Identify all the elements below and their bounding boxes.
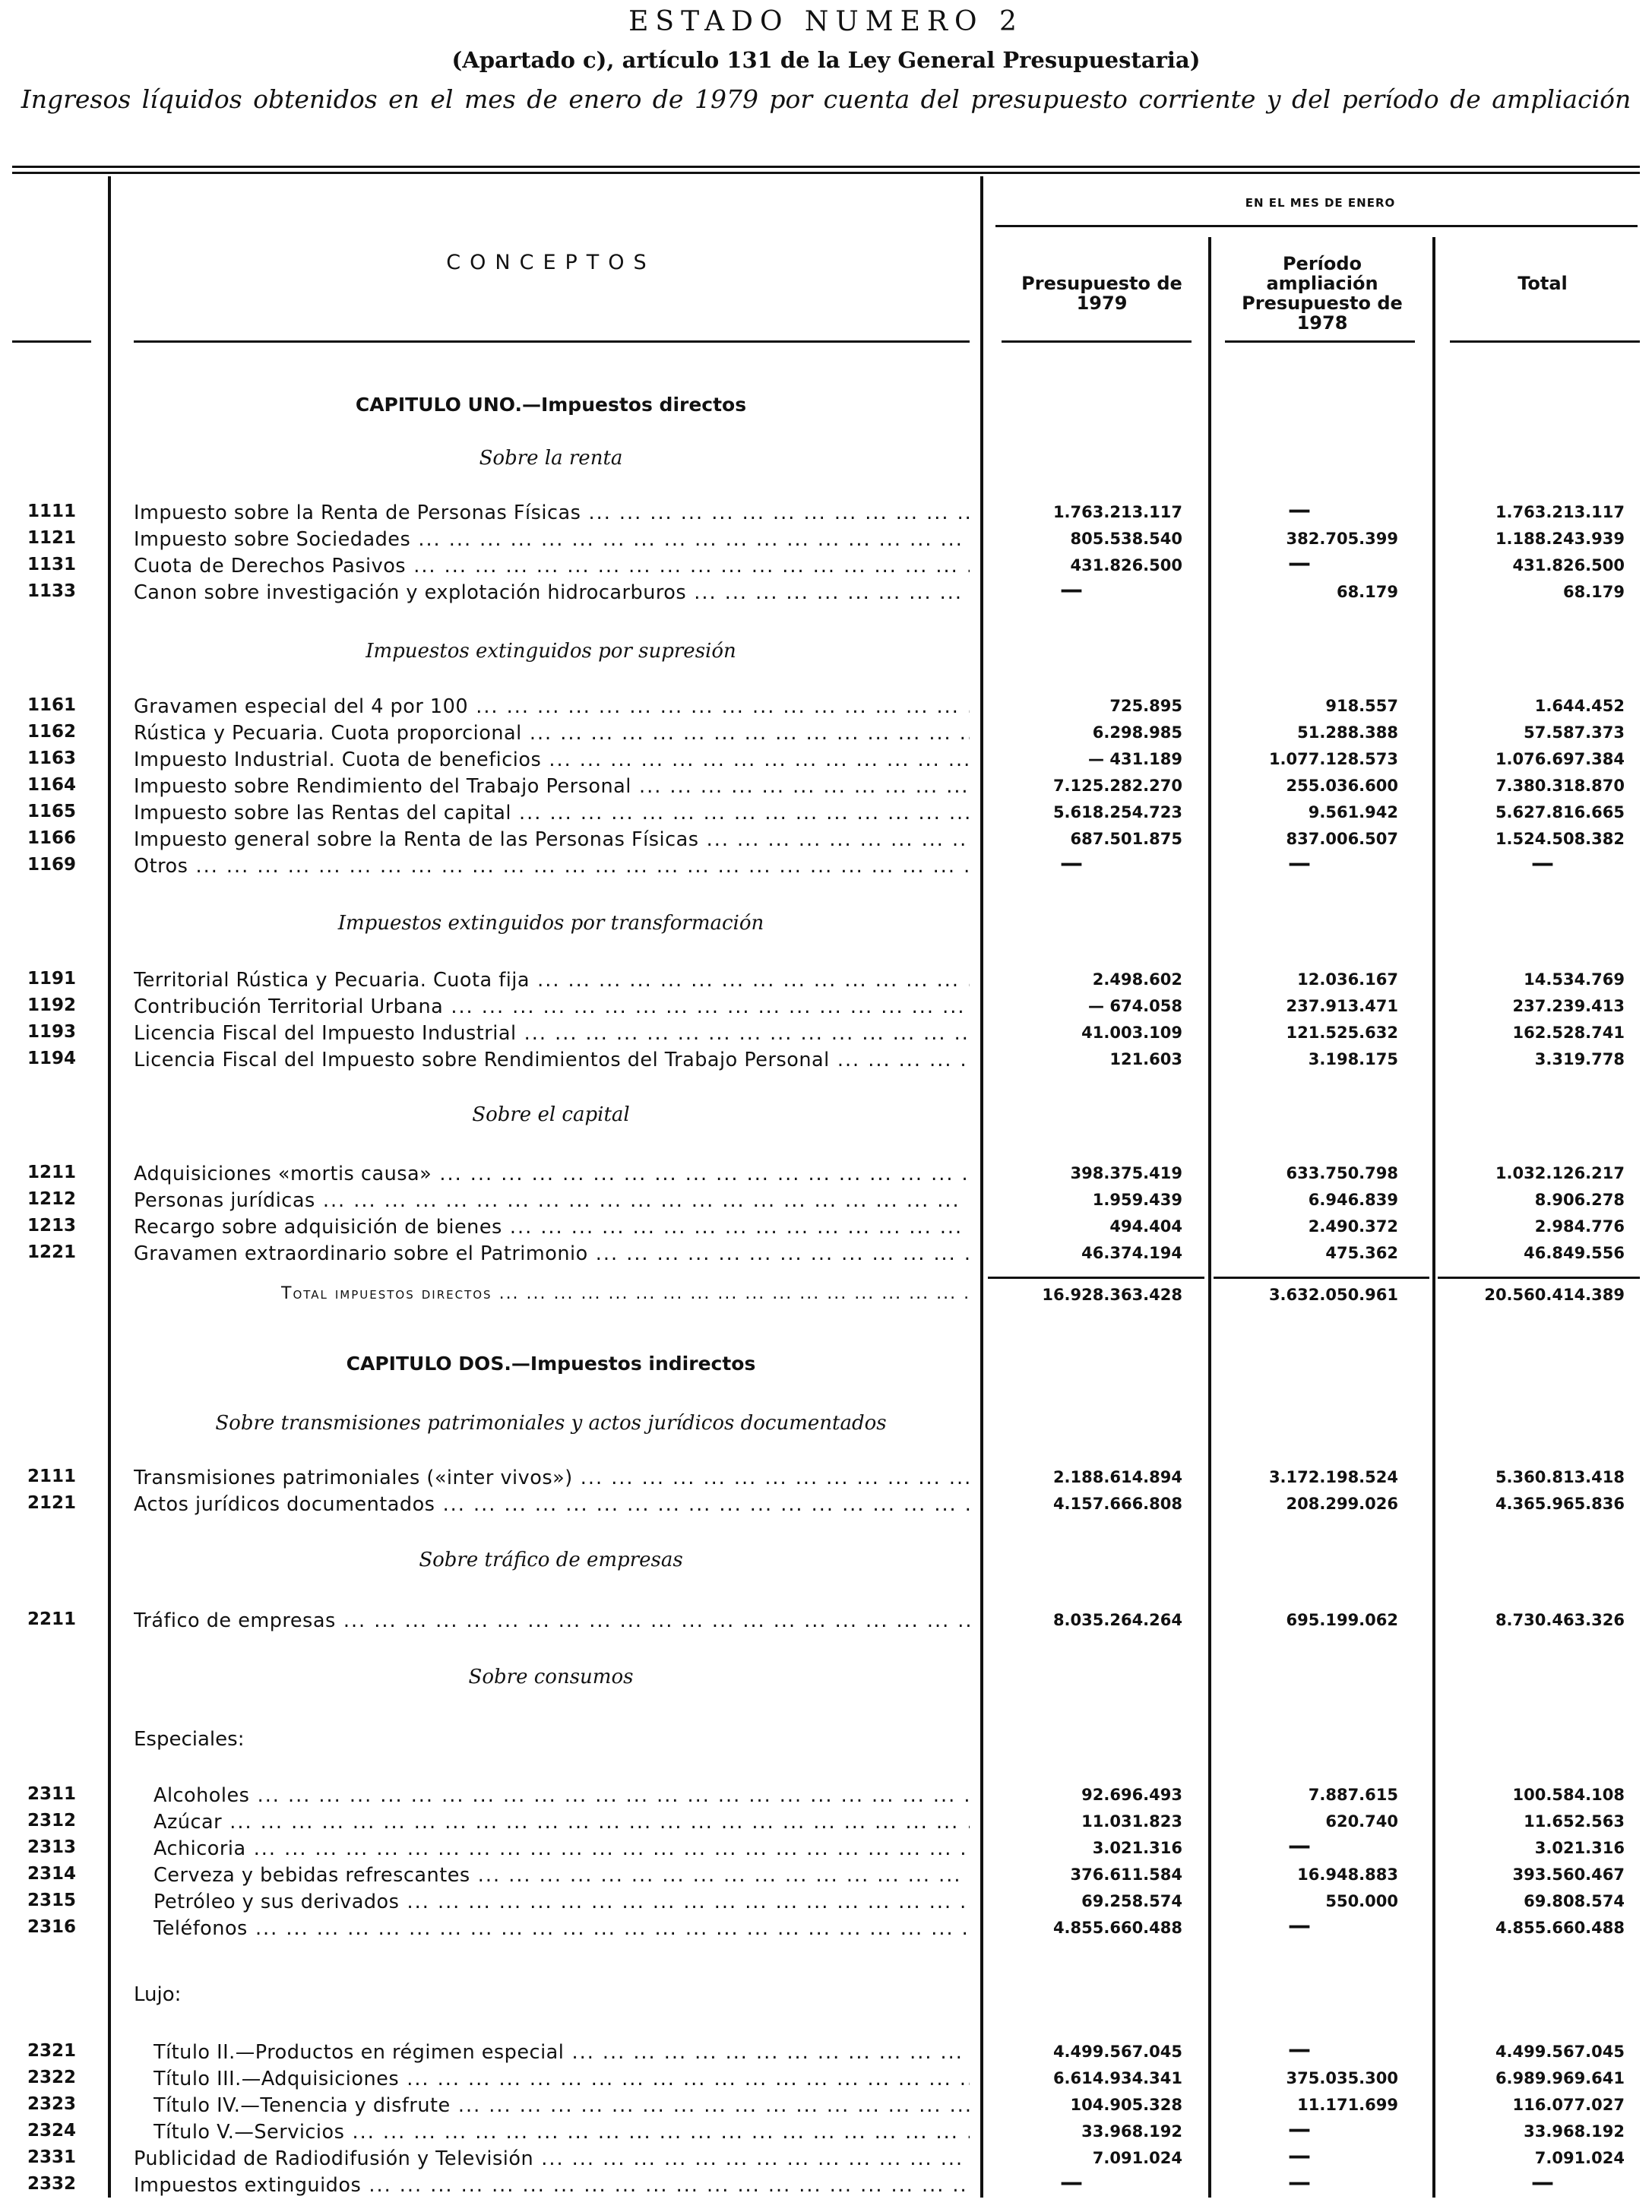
table-row xyxy=(0,1163,1652,1190)
row-label: Alcoholes ... . xyxy=(153,1784,970,1807)
row-value-c3: 237.239.413 xyxy=(1512,997,1625,1015)
row-value-c2: 2.490.372 xyxy=(1308,1217,1398,1236)
row-value-c3: 2.984.776 xyxy=(1534,1217,1625,1236)
row-value-c2: 121.525.632 xyxy=(1286,1024,1398,1042)
row-value-c3: 1.644.452 xyxy=(1534,697,1625,715)
row-code: 1111 xyxy=(27,502,76,521)
table-row xyxy=(0,1833,1652,1865)
document-title: ESTADO NUMERO 2 xyxy=(628,6,1024,37)
row-value-c3: 57.587.373 xyxy=(1524,723,1625,742)
table-row xyxy=(0,2094,1652,2122)
table-row xyxy=(0,1891,1652,1918)
row-code: 1169 xyxy=(27,855,76,875)
row-value-c3: 4.499.567.045 xyxy=(1495,2043,1625,2061)
row-label: Cerveza y bebidas refrescantes ... . xyxy=(153,1864,970,1887)
row-value-c1: 7.125.282.270 xyxy=(1052,777,1182,795)
row-value-c2: — xyxy=(1288,2036,1311,2063)
row-value-c1: 16.928.363.428 xyxy=(1042,1286,1182,1304)
row-value-c1: 4.855.660.488 xyxy=(1052,1919,1182,1937)
row-label: Impuesto sobre las Rentas del capital ... . xyxy=(134,802,970,824)
col-header-total: Total xyxy=(1517,273,1568,294)
row-value-c3: 116.077.027 xyxy=(1512,2096,1625,2114)
table-row xyxy=(0,695,1652,723)
row-value-c3: 1.076.697.384 xyxy=(1495,750,1625,768)
row-value-c2: 6.946.839 xyxy=(1308,1191,1398,1209)
row-label: Título V.—Servicios ... . xyxy=(153,2121,970,2144)
row-value-c3: 1.524.508.382 xyxy=(1495,830,1625,848)
table-row xyxy=(0,1467,1652,1494)
row-code: 2315 xyxy=(27,1891,76,1910)
row-code: 1121 xyxy=(27,528,76,548)
row-label: Título III.—Adquisiciones ... . xyxy=(153,2068,970,2090)
row-value-c3: 33.968.192 xyxy=(1524,2122,1625,2141)
row-label: Recargo sobre adquisición de bienes ... . xyxy=(134,1216,970,1239)
total-row xyxy=(0,1284,1652,1312)
row-value-c1: 2.498.602 xyxy=(1092,970,1182,989)
row-value-c2: — xyxy=(1288,2169,1311,2196)
table-row xyxy=(0,2116,1652,2148)
row-value-c2: 7.887.615 xyxy=(1308,1786,1398,1804)
row-value-c2: 3.172.198.524 xyxy=(1268,1468,1398,1486)
row-value-c3: 8.730.463.326 xyxy=(1495,1611,1625,1629)
row-value-c3: 6.989.969.641 xyxy=(1495,2069,1625,2087)
row-value-c3: 162.528.741 xyxy=(1512,1024,1625,1042)
row-code: 1221 xyxy=(27,1242,76,1262)
row-label: Teléfonos ... . xyxy=(153,1917,970,1940)
section-extinguidos-supresion: Impuestos extinguidos por supresión xyxy=(366,640,736,663)
row-value-c2: 237.913.471 xyxy=(1286,997,1398,1015)
row-code: 1166 xyxy=(27,828,76,848)
table-row xyxy=(0,1242,1652,1270)
row-label: Territorial Rústica y Pecuaria. Cuota fija ... . xyxy=(134,969,970,992)
table-row xyxy=(0,775,1652,802)
row-code: 1213 xyxy=(27,1216,76,1236)
table-row xyxy=(0,1864,1652,1891)
row-value-c1: 4.157.666.808 xyxy=(1052,1495,1182,1513)
row-value-c2: — xyxy=(1288,550,1311,577)
row-label: Azúcar ... . xyxy=(153,1811,970,1834)
row-value-c2: 11.171.699 xyxy=(1297,2096,1398,2114)
row-code: 2211 xyxy=(27,1609,76,1629)
row-value-c1: 11.031.823 xyxy=(1081,1812,1182,1831)
subsection-lujo: Lujo: xyxy=(134,1983,182,2006)
row-value-c1: 8.035.264.264 xyxy=(1052,1611,1182,1629)
row-code: 2324 xyxy=(27,2121,76,2141)
row-value-c1: 398.375.419 xyxy=(1070,1164,1182,1182)
row-value-c3: 431.826.500 xyxy=(1512,556,1625,574)
row-code: 2111 xyxy=(27,1467,76,1486)
row-value-c1: 33.968.192 xyxy=(1081,2122,1182,2141)
row-value-c3: — xyxy=(1531,2169,1554,2196)
row-value-c2: 3.632.050.961 xyxy=(1268,1286,1398,1304)
table-row xyxy=(0,1609,1652,1637)
document-subtitle: (Apartado c), artículo 131 de la Ley General Presupuestaria) xyxy=(451,47,1201,73)
row-code: 2323 xyxy=(27,2094,76,2114)
document-description: Ingresos líquidos obtenidos en el mes de enero de 1979 por cuenta del presupuesto corriente y del período de ampliación xyxy=(21,84,1631,114)
table-row xyxy=(0,748,1652,776)
row-value-c1: 431.826.500 xyxy=(1070,556,1182,574)
row-value-c2: 695.199.062 xyxy=(1286,1611,1398,1629)
table-row xyxy=(0,2143,1652,2175)
row-value-c3: — xyxy=(1531,850,1554,877)
row-value-c3: 8.906.278 xyxy=(1534,1191,1625,1209)
row-value-c2: 550.000 xyxy=(1325,1892,1398,1910)
row-value-c2: — xyxy=(1288,2116,1311,2143)
row-label: Licencia Fiscal del Impuesto sobre Rendimientos del Trabajo Personal ... . xyxy=(134,1049,970,1071)
row-label: Título IV.—Tenencia y disfrute ... . xyxy=(153,2094,970,2117)
row-label: Total impuestos directos ... . xyxy=(281,1284,970,1303)
row-value-c1: 6.614.934.341 xyxy=(1052,2069,1182,2087)
row-value-c1: 376.611.584 xyxy=(1070,1865,1182,1884)
row-value-c1: 41.003.109 xyxy=(1081,1024,1182,1042)
row-value-c3: 68.179 xyxy=(1562,583,1625,601)
row-label: Gravamen extraordinario sobre el Patrimonio ... . xyxy=(134,1242,970,1265)
section-capitulo-dos: CAPITULO DOS.—Impuestos indirectos xyxy=(346,1353,756,1375)
table-row xyxy=(0,1022,1652,1049)
row-value-c1: 121.603 xyxy=(1109,1050,1182,1068)
row-value-c2: — xyxy=(1288,1833,1311,1859)
row-code: 2313 xyxy=(27,1837,76,1857)
row-value-c2: 3.198.175 xyxy=(1308,1050,1398,1068)
row-value-c1: 69.258.574 xyxy=(1081,1892,1182,1910)
row-value-c2: 68.179 xyxy=(1336,583,1398,601)
row-value-c3: 3.021.316 xyxy=(1534,1839,1625,1857)
table-row xyxy=(0,969,1652,996)
row-value-c2: 918.557 xyxy=(1325,697,1398,715)
row-value-c3: 4.855.660.488 xyxy=(1495,1919,1625,1937)
table-row xyxy=(0,995,1652,1023)
col-header-ampliacion: Período ampliación Presupuesto de 1978 xyxy=(1242,253,1403,334)
row-code: 2314 xyxy=(27,1864,76,1884)
table-row xyxy=(0,2036,1652,2068)
row-label: Transmisiones patrimoniales («inter vivos») ... . xyxy=(134,1467,970,1489)
row-code: 1192 xyxy=(27,995,76,1015)
row-value-c2: — xyxy=(1288,850,1311,877)
row-code: 1161 xyxy=(27,695,76,715)
table-row xyxy=(0,722,1652,749)
row-value-c1: 805.538.540 xyxy=(1070,530,1182,548)
row-value-c2: 837.006.507 xyxy=(1286,830,1398,848)
row-code: 1212 xyxy=(27,1189,76,1209)
row-code: 2322 xyxy=(27,2068,76,2087)
table-row xyxy=(0,2169,1652,2201)
row-value-c1: 6.298.985 xyxy=(1092,723,1182,742)
month-group-header: EN EL MES DE ENERO xyxy=(1245,196,1396,210)
table-row xyxy=(0,2068,1652,2095)
row-code: 1133 xyxy=(27,581,76,601)
row-code: 2332 xyxy=(27,2174,76,2194)
table-row xyxy=(0,1784,1652,1812)
row-value-c3: 393.560.467 xyxy=(1512,1865,1625,1884)
row-value-c2: — xyxy=(1288,497,1311,524)
section-capitulo-uno: CAPITULO UNO.—Impuestos directos xyxy=(355,394,747,416)
row-value-c2: 51.288.388 xyxy=(1297,723,1398,742)
row-value-c2: 255.036.600 xyxy=(1286,777,1398,795)
row-value-c3: 1.188.243.939 xyxy=(1495,530,1625,548)
col-header-presupuesto: Presupuesto de 1979 xyxy=(1021,273,1182,314)
row-value-c1: 104.905.328 xyxy=(1070,2096,1182,2114)
table-row xyxy=(0,1493,1652,1521)
row-code: 2331 xyxy=(27,2147,76,2167)
row-value-c1: 3.021.316 xyxy=(1092,1839,1182,1857)
row-value-c2: 375.035.300 xyxy=(1286,2069,1398,2087)
row-value-c2: — xyxy=(1288,2143,1311,2169)
row-value-c1: 494.404 xyxy=(1109,1217,1182,1236)
row-value-c3: 5.360.813.418 xyxy=(1495,1468,1625,1486)
row-code: 1211 xyxy=(27,1163,76,1182)
row-value-c2: 1.077.128.573 xyxy=(1268,750,1398,768)
row-label: Achicoria ... . xyxy=(153,1837,970,1860)
row-value-c3: 7.091.024 xyxy=(1534,2149,1625,2167)
row-code: 2316 xyxy=(27,1917,76,1937)
row-value-c2: 620.740 xyxy=(1325,1812,1398,1831)
row-value-c1: 7.091.024 xyxy=(1092,2149,1182,2167)
row-code: 1193 xyxy=(27,1022,76,1042)
table-row xyxy=(0,802,1652,829)
row-value-c3: 5.627.816.665 xyxy=(1495,803,1625,821)
row-value-c3: 100.584.108 xyxy=(1512,1786,1625,1804)
row-value-c3: 69.808.574 xyxy=(1524,1892,1625,1910)
table-row xyxy=(0,577,1652,609)
row-label: Impuesto Industrial. Cuota de beneficios ... . xyxy=(134,748,970,771)
row-value-c1: — xyxy=(1060,577,1083,603)
row-code: 1131 xyxy=(27,555,76,574)
row-value-c1: — xyxy=(1060,850,1083,877)
row-code: 1165 xyxy=(27,802,76,821)
table-row xyxy=(0,1913,1652,1945)
row-label: Adquisiciones «mortis causa» ... . xyxy=(134,1163,970,1185)
row-value-c3: 14.534.769 xyxy=(1524,970,1625,989)
row-value-c1: 5.618.254.723 xyxy=(1052,803,1182,821)
row-label: Publicidad de Radiodifusión y Televisión ... . xyxy=(134,2147,970,2170)
table-row xyxy=(0,497,1652,529)
section-sobre-el-capital: Sobre el capital xyxy=(472,1103,630,1126)
row-code: 2311 xyxy=(27,1784,76,1804)
row-value-c3: 1.763.213.117 xyxy=(1495,503,1625,521)
section-sobre-consumos: Sobre consumos xyxy=(468,1666,634,1688)
row-label: Personas jurídicas ... . xyxy=(134,1189,970,1212)
row-label: Título II.—Productos en régimen especial ... . xyxy=(153,2041,970,2064)
row-label: Impuesto sobre Rendimiento del Trabajo Personal ... . xyxy=(134,775,970,798)
row-code: 1163 xyxy=(27,748,76,768)
row-label: Licencia Fiscal del Impuesto Industrial ... . xyxy=(134,1022,970,1045)
row-code: 2312 xyxy=(27,1811,76,1831)
row-value-c2: 12.036.167 xyxy=(1297,970,1398,989)
row-value-c1: 92.696.493 xyxy=(1081,1786,1182,1804)
subsection-especiales: Especiales: xyxy=(134,1728,245,1751)
table-row xyxy=(0,828,1652,856)
row-value-c2: 633.750.798 xyxy=(1286,1164,1398,1182)
row-label: Petróleo y sus derivados ... . xyxy=(153,1891,970,1913)
row-label: Impuesto sobre Sociedades ... . xyxy=(134,528,970,551)
row-value-c1: — 431.189 xyxy=(1088,750,1182,768)
row-value-c2: 382.705.399 xyxy=(1286,530,1398,548)
conceptos-header: CONCEPTOS xyxy=(446,251,656,274)
row-value-c2: — xyxy=(1288,1913,1311,1939)
row-value-c3: 7.380.318.870 xyxy=(1495,777,1625,795)
section-extinguidos-transformacion: Impuestos extinguidos por transformación xyxy=(337,912,764,935)
table-row xyxy=(0,528,1652,555)
row-value-c1: 725.895 xyxy=(1109,697,1182,715)
row-value-c1: — xyxy=(1060,2169,1083,2196)
row-label: Canon sobre investigación y explotación hidrocarburos ... . xyxy=(134,581,970,604)
row-code: 1191 xyxy=(27,969,76,989)
row-code: 1164 xyxy=(27,775,76,795)
row-label: Cuota de Derechos Pasivos ... . xyxy=(134,555,970,578)
row-value-c3: 4.365.965.836 xyxy=(1495,1495,1625,1513)
row-label: Impuesto general sobre la Renta de las Personas Físicas ... . xyxy=(134,828,970,851)
section-trafico-empresas: Sobre tráfico de empresas xyxy=(419,1549,683,1571)
row-value-c3: 11.652.563 xyxy=(1524,1812,1625,1831)
row-value-c1: 4.499.567.045 xyxy=(1052,2043,1182,2061)
row-value-c2: 9.561.942 xyxy=(1308,803,1398,821)
table-row xyxy=(0,850,1652,882)
row-value-c3: 20.560.414.389 xyxy=(1484,1286,1625,1304)
row-value-c1: 1.763.213.117 xyxy=(1052,503,1182,521)
row-label: Otros ... . xyxy=(134,855,970,878)
section-transmisiones: Sobre transmisiones patrimoniales y actos jurídicos documentados xyxy=(215,1412,887,1435)
row-label: Actos jurídicos documentados ... . xyxy=(134,1493,970,1516)
row-value-c1: 1.959.439 xyxy=(1092,1191,1182,1209)
row-value-c1: — 674.058 xyxy=(1088,997,1182,1015)
row-code: 1162 xyxy=(27,722,76,742)
row-code: 2321 xyxy=(27,2041,76,2061)
table-row xyxy=(0,1189,1652,1217)
row-value-c1: 46.374.194 xyxy=(1081,1244,1182,1262)
table-row xyxy=(0,1049,1652,1076)
row-label: Tráfico de empresas ... . xyxy=(134,1609,970,1632)
row-value-c1: 2.188.614.894 xyxy=(1052,1468,1182,1486)
row-label: Gravamen especial del 4 por 100 ... . xyxy=(134,695,970,718)
row-label: Impuesto sobre la Renta de Personas Físicas ... . xyxy=(134,502,970,524)
section-sobre-la-renta: Sobre la renta xyxy=(479,447,623,470)
table-row xyxy=(0,1811,1652,1838)
row-label: Rústica y Pecuaria. Cuota proporcional ... . xyxy=(134,722,970,745)
row-value-c2: 208.299.026 xyxy=(1286,1495,1398,1513)
row-code: 1194 xyxy=(27,1049,76,1068)
row-code: 2121 xyxy=(27,1493,76,1513)
row-value-c3: 3.319.778 xyxy=(1534,1050,1625,1068)
table-row xyxy=(0,1216,1652,1243)
row-label: Contribución Territorial Urbana ... . xyxy=(134,995,970,1018)
row-label: Impuestos extinguidos ... . xyxy=(134,2174,970,2197)
row-value-c2: 16.948.883 xyxy=(1297,1865,1398,1884)
row-value-c3: 46.849.556 xyxy=(1524,1244,1625,1262)
row-value-c1: 687.501.875 xyxy=(1070,830,1182,848)
table-row xyxy=(0,550,1652,582)
row-value-c3: 1.032.126.217 xyxy=(1495,1164,1625,1182)
row-value-c2: 475.362 xyxy=(1325,1244,1398,1262)
